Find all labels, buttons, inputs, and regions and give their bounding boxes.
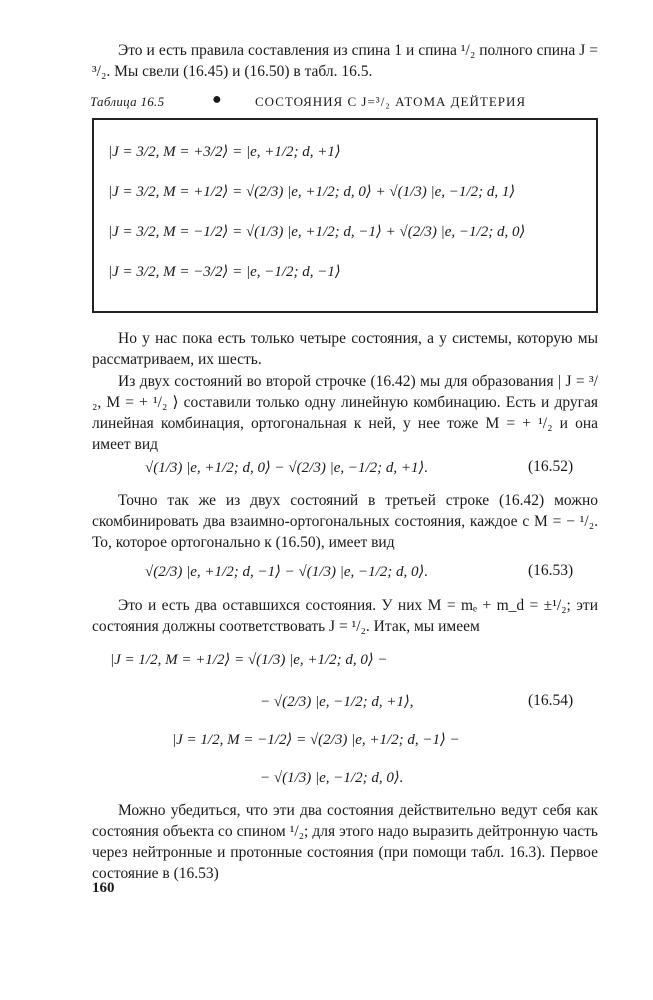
paragraph-four-states: Но у нас пока есть только четыре состояния, а у системы, которую мы рассматриваем, их шесть. — [92, 330, 598, 368]
table-row: |J = 3/2, M = +3/2⟩ = |e, +1/2; d, +1⟩ — [108, 144, 341, 160]
equation-number: (16.53) — [528, 562, 574, 579]
table-row: |J = 3/2, M = −3/2⟩ = |e, −1/2; d, −1⟩ — [108, 264, 341, 280]
equation-16-54-line: − √(1/3) |e, −1/2; d, 0⟩. — [260, 770, 404, 786]
equation-16-54-line: − √(2/3) |e, −1/2; d, +1⟩, — [260, 694, 414, 710]
equation-16-54-line: |J = 1/2, M = +1/2⟩ = √(1/3) |e, +1/2; d, 0⟩ − — [110, 652, 388, 668]
bullet-icon: ● — [212, 91, 222, 108]
paragraph-orthogonal: Из двух состояний во второй строчке (16.42) мы для образования | J = ³/₂, M = + ¹/₂ ⟩ составили только одну линейную комбинацию. Есть и другая линейная комбинация, ортогональная к ней, у нее тоже M = + ¹/₂ и она имеет вид — [92, 373, 598, 453]
equation-16-52: √(1/3) |e, +1/2; d, 0⟩ − √(2/3) |e, −1/2; d, +1⟩. — [145, 460, 429, 476]
equation-16-53: √(2/3) |e, +1/2; d, −1⟩ − √(1/3) |e, −1/2; d, 0⟩. — [145, 564, 429, 580]
paragraph-third-row: Точно так же из двух состояний в третьей строке (16.42) можно скомбинировать два взаимно-ортогональных состояния, каждое с M = − ¹/₂. То, которое ортогонально к (16.50), имеет вид — [92, 492, 598, 551]
paragraph-intro: Это и есть правила составления из спина 1 и спина ¹/₂ полного спина J = ³/₂. Мы свели (16.45) и (16.50) в табл. 16.5. — [92, 42, 598, 80]
equation-16-54-line: |J = 1/2, M = −1/2⟩ = √(2/3) |e, +1/2; d, −1⟩ − — [172, 732, 460, 748]
equation-number: (16.52) — [528, 458, 574, 475]
paragraph-spin-half: Можно убедиться, что эти два состояния действительно ведут себя как состояния объекта со спином ¹/₂; для этого надо выразить дейтронную часть через нейтронные и протонные состояния (при помощи табл. 16.3). Первое состояние в (16.53) — [92, 802, 598, 882]
paragraph-remaining: Это и есть два оставшихся состояния. У них M = mₑ + m_d = ±¹/₂; эти состояния должны соответствовать J = ¹/₂. Итак, мы имеем — [92, 597, 598, 635]
page-number: 160 — [92, 880, 115, 896]
table-caption — [90, 91, 600, 110]
equation-number: (16.54) — [528, 692, 574, 709]
table-row: |J = 3/2, M = −1/2⟩ = √(1/3) |e, +1/2; d, −1⟩ + √(2/3) |e, −1/2; d, 0⟩ — [108, 224, 526, 240]
table-title: СОСТОЯНИЯ С J=³/₂ АТОМА ДЕЙТЕРИЯ — [255, 94, 527, 109]
states-table — [92, 118, 598, 313]
table-row: |J = 3/2, M = +1/2⟩ = √(2/3) |e, +1/2; d, 0⟩ + √(1/3) |e, −1/2; d, 1⟩ — [108, 184, 516, 200]
table-label: Таблица 16.5 — [90, 94, 165, 109]
